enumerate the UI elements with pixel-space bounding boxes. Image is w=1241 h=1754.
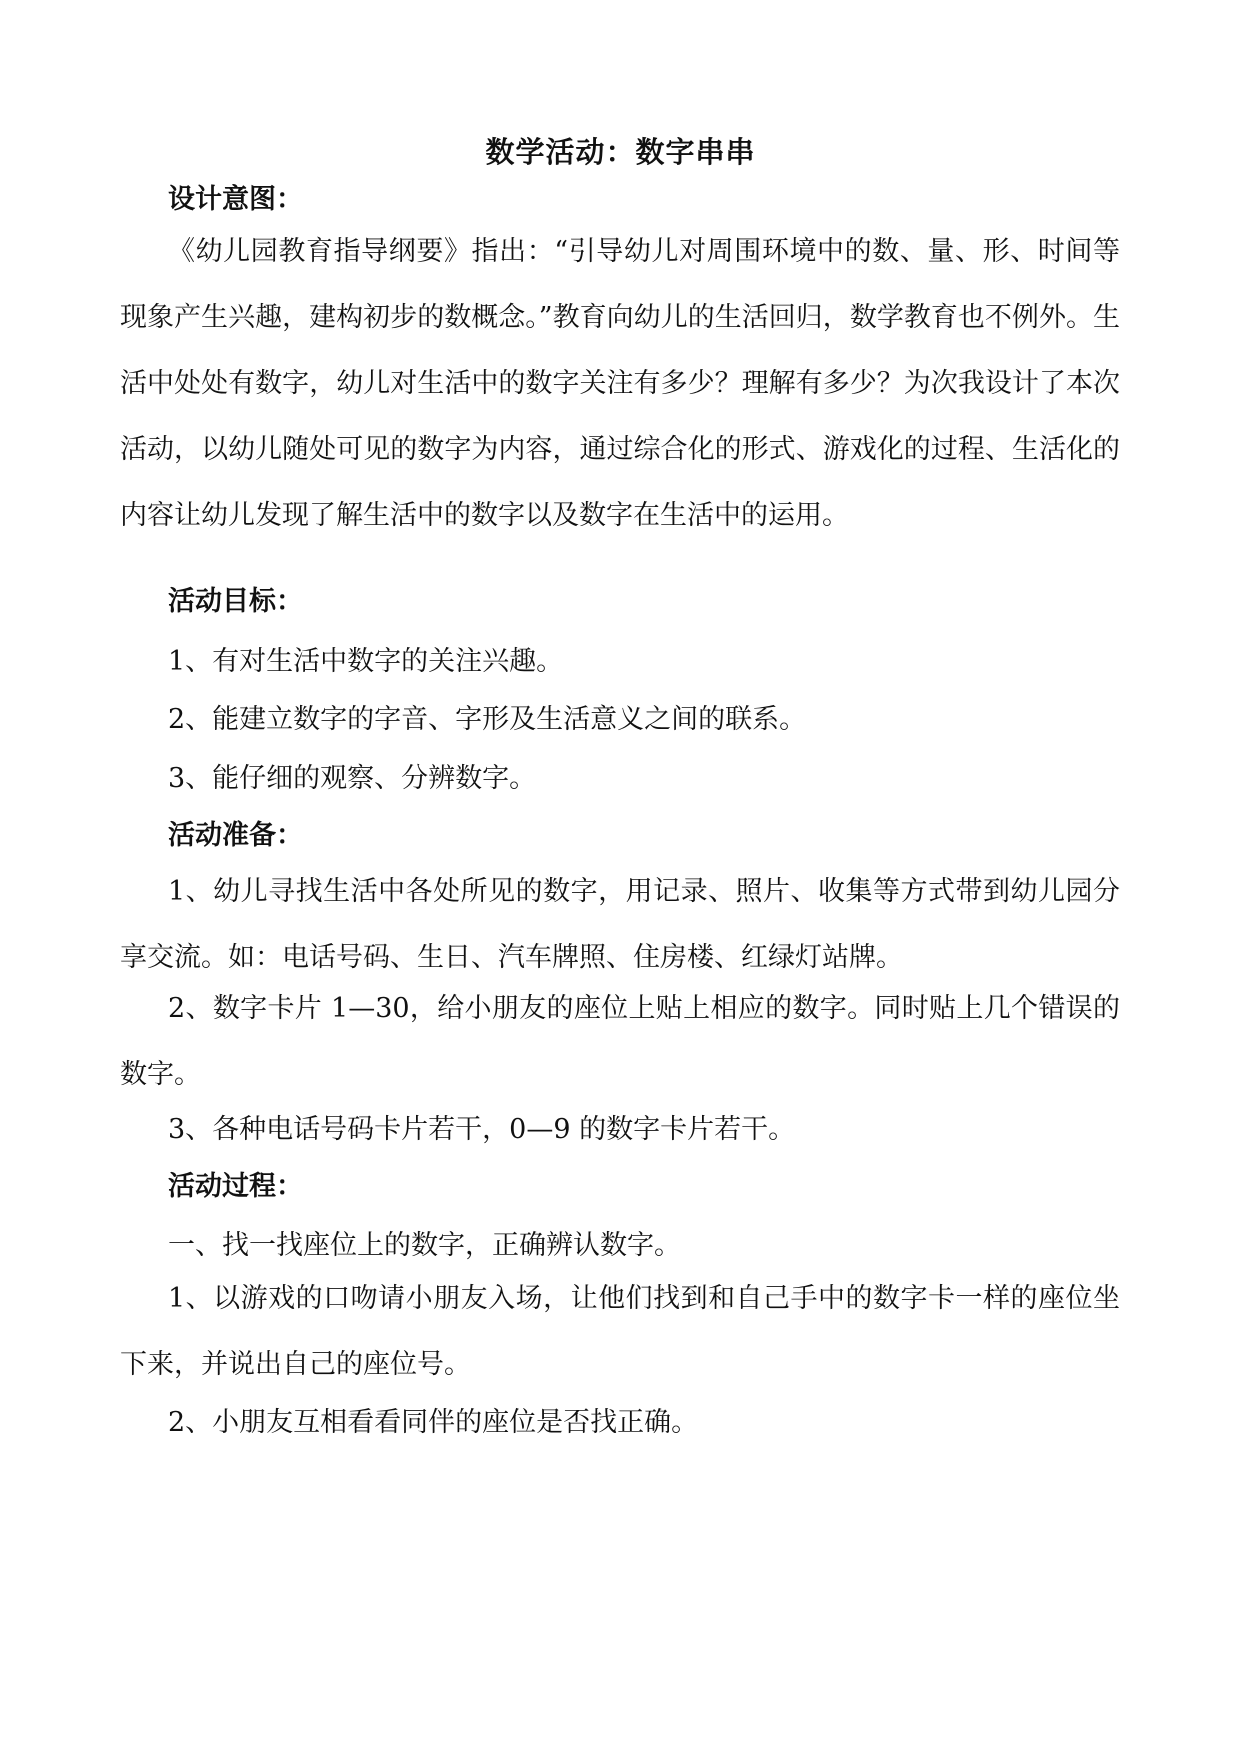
process-step-1-detail: 1、以游戏的口吻请小朋友入场，让他们找到和自己手中的数字卡一样的座位坐下来，并说出自己的座位号。 [120,1283,1120,1380]
goal-item-2: 2、能建立数字的字音、字形及生活意义之间的联系。 [168,704,807,735]
design-intent-paragraph: 《幼儿园教育指导纲要》指出：“引导幼儿对周围环境中的数、量、形、时间等现象产生兴趣，建构初步的数概念。”教育向幼儿的生活回归，数学教育也不例外。生活中处处有数字，幼儿对生活中的数字关注有多少？理解有多少？为次我设计了本次活动，以幼儿随处可见的数字为内容，通过综合化的形式、游戏化的过程、生活化的内容让幼儿发现了解生活中的数字以及数字在生活中的运用。 [120,236,1120,531]
preparation-item-1: 1、幼儿寻找生活中各处所见的数字，用记录、照片、收集等方式带到幼儿园分享交流。如：电话号码、生日、汽车牌照、住房楼、红绿灯站牌。 [120,876,1120,973]
preparation-heading: 活动准备： [168,820,303,851]
goal-item-1: 1、有对生活中数字的关注兴趣。 [168,646,564,677]
design-intent-heading: 设计意图： [168,184,303,215]
preparation-item-3: 3、各种电话号码卡片若干，0—9 的数字卡片若干。 [168,1114,796,1145]
preparation-item-2: 2、数字卡片 1—30，给小朋友的座位上贴上相应的数字。同时贴上几个错误的数字。 [120,993,1120,1090]
process-step-1: 一、找一找座位上的数字，正确辨认数字。 [168,1230,681,1261]
process-heading: 活动过程： [168,1171,303,1202]
document-title: 数学活动：数字串串 [485,135,756,169]
process-step-2-detail: 2、小朋友互相看看同伴的座位是否找正确。 [168,1407,699,1438]
goal-item-3: 3、能仔细的观察、分辨数字。 [168,763,537,794]
goals-heading: 活动目标： [168,586,303,617]
